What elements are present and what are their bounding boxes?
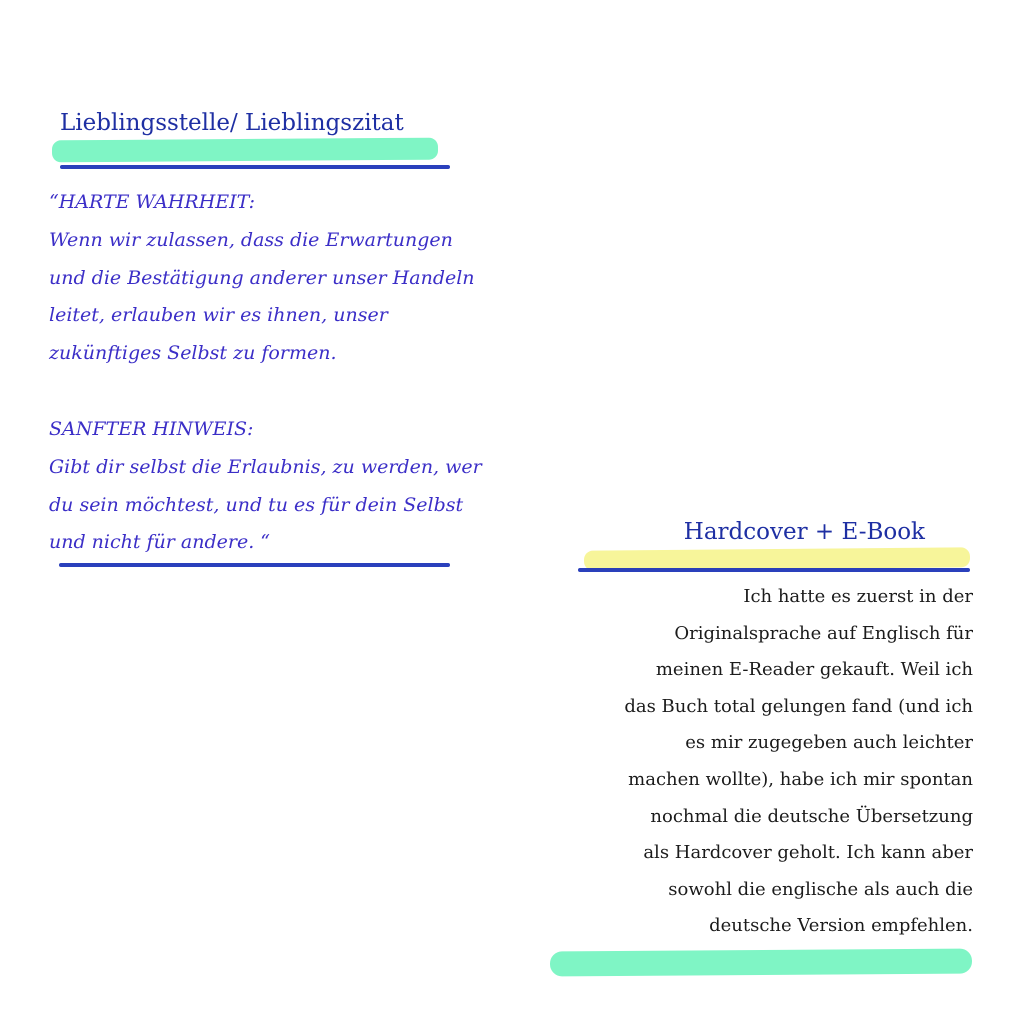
quote-line: Wenn wir zulassen, dass die Erwartungen <box>49 228 453 251</box>
review-line: das Buch total gelungen fand (und ich <box>624 695 973 717</box>
review-line: nochmal die deutsche Übersetzung <box>650 805 973 827</box>
bottom-highlight-mint <box>550 949 972 977</box>
title-highlight-mint <box>52 138 438 163</box>
format-review-title: Hardcover + E-Book <box>683 519 925 545</box>
review-title-underline <box>578 568 970 572</box>
quote-heading-gentle-hint: SANFTER HINWEIS: <box>49 417 254 440</box>
quote-line: du sein möchtest, und tu es für dein Selbst <box>49 493 464 516</box>
review-line: meinen E-Reader gekauft. Weil ich <box>655 659 973 681</box>
quote-line: und nicht für andere. “ <box>49 531 271 554</box>
review-text <box>543 579 973 945</box>
quote-line: und die Bestätigung anderer unser Handeln <box>49 266 475 289</box>
quote-heading-hard-truth: “HARTE WAHRHEIT: <box>49 191 256 213</box>
quote-line: leitet, erlauben wir es ihnen, unser <box>49 304 388 327</box>
quote-text <box>49 184 519 562</box>
review-line: es mir zugegeben auch leichter <box>685 732 973 754</box>
review-line: als Hardcover geholt. Ich kann aber <box>643 842 973 864</box>
review-line: Ich hatte es zuerst in der <box>743 586 973 607</box>
title-underline <box>60 165 450 169</box>
review-line: machen wollte), habe ich mir spontan <box>628 768 973 790</box>
favorite-quote-title: Lieblingsstelle/ Lieblingszitat <box>60 110 404 136</box>
review-line: Originalsprache auf Englisch für <box>674 622 973 644</box>
quote-line: zukünftiges Selbst zu formen. <box>49 342 337 365</box>
paragraph-gap <box>49 373 519 411</box>
review-line: deutsche Version empfehlen. <box>709 915 973 937</box>
quote-line: Gibt dir selbst die Erlaubnis, zu werden, wer <box>49 455 482 478</box>
quote-bottom-underline <box>59 563 450 567</box>
review-line: sowohl die englische als auch die <box>668 878 973 900</box>
